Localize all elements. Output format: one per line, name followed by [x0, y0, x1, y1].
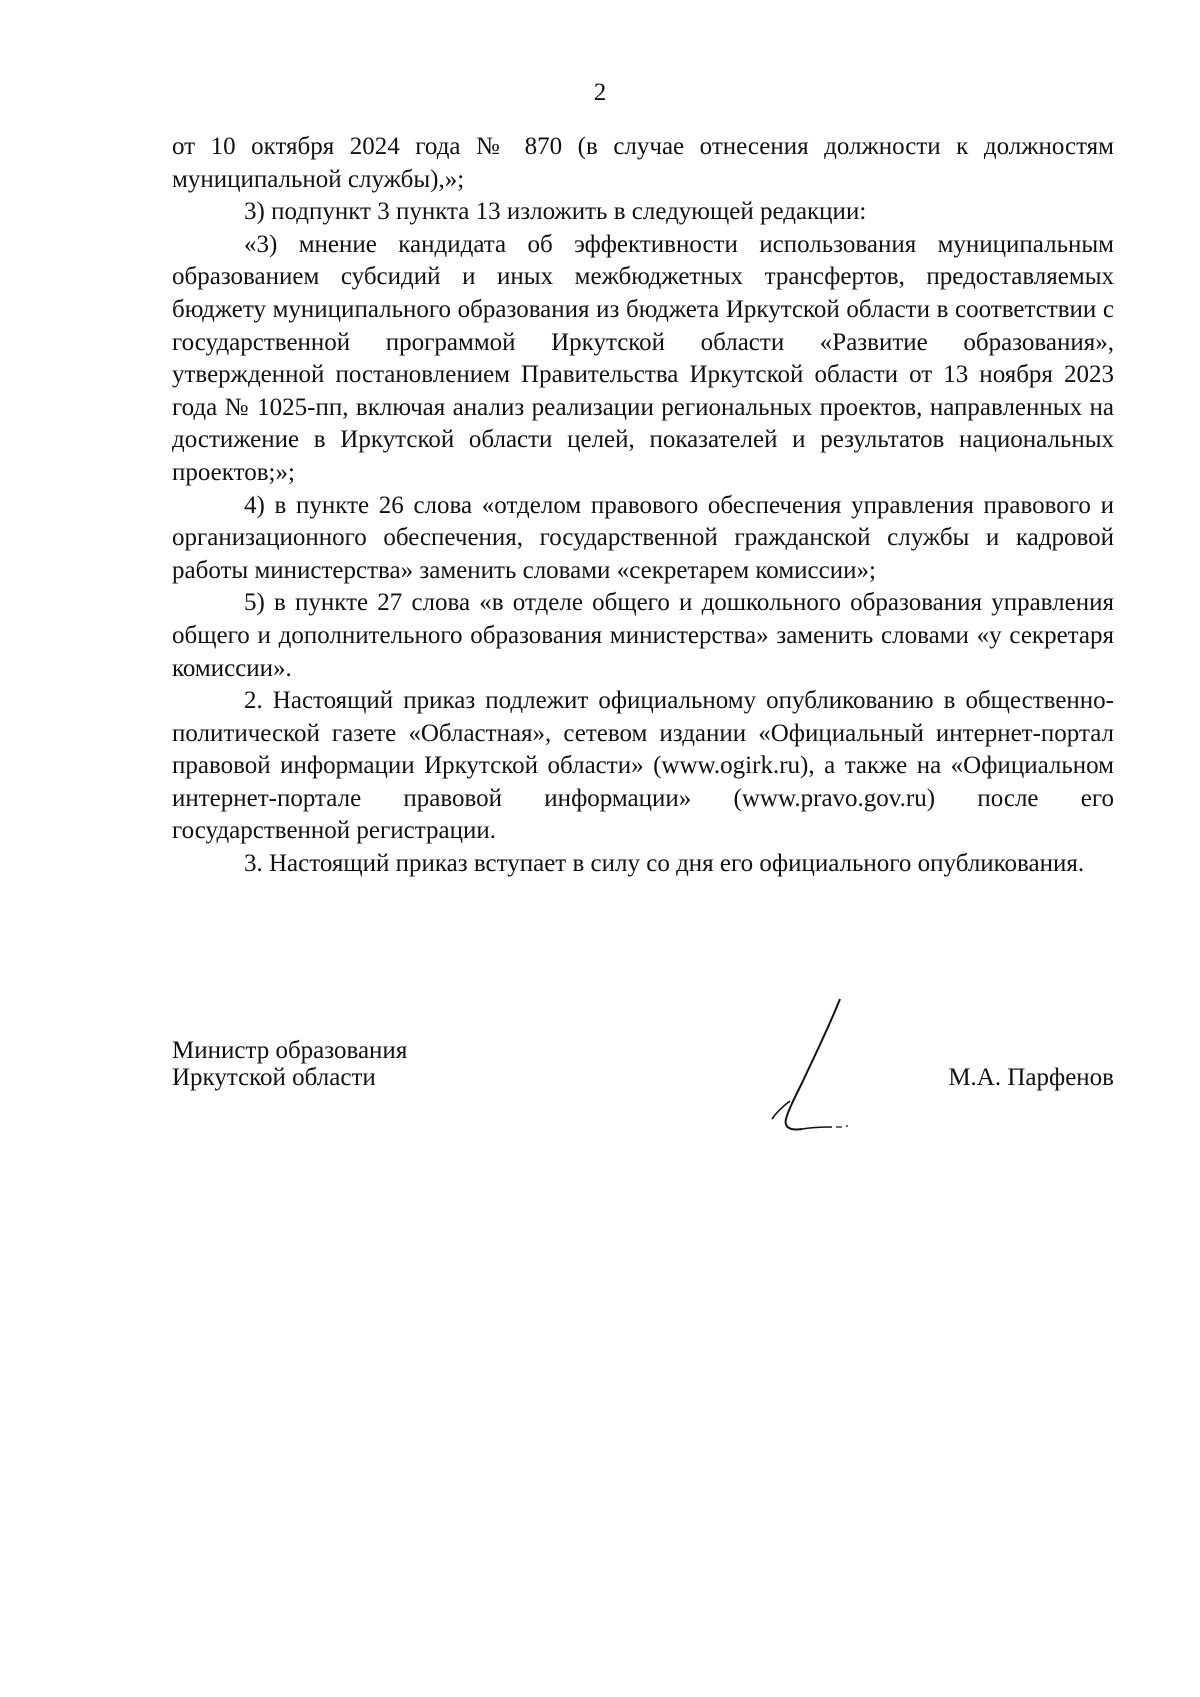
signature-block — [172, 1037, 1114, 1177]
paragraph: от 10 октября 2024 года № 870 (в случае отнесения должности к должностям муниципальной службы),»; — [172, 133, 1114, 193]
paragraph: «3) мнение кандидата об эффективности использования муниципальным образованием субсидий и иных межбюджетных трансфертов, предоставляемых бюджету муниципального образования из бюджета Иркутской области в соответствии с государственной программой Иркутской области «Развитие образования», утвержденной постановлением Правительства Иркутской области от 13 ноября 2023 года № 1025-пп, включая анализ реализации региональных проектов, направленных на достижение в Иркутской области целей, показателей и результатов национальных проектов;»; — [172, 230, 1114, 486]
paragraph: 3. Настоящий приказ вступает в силу со дня его официального опубликования. — [244, 850, 1085, 878]
page-number: 2 — [593, 79, 607, 106]
signer-title — [172, 1037, 407, 1091]
document-body — [172, 131, 1114, 881]
paragraph: 2. Настоящий приказ подлежит официальному опубликованию в общественно-политической газете «Областная», сетевом издании «Официальный интернет-портал правовой информации Иркутской области» (www.ogirk.ru), а также на «Официальном интернет-портале правовой информации» (www.pravo.gov.ru) после его государственной регистрации. — [172, 687, 1114, 845]
paragraph: 5) в пункте 27 слова «в отделе общего и дошкольного образования управления общего и дополнительного образования министерства» заменить словами «у секретаря комиссии». — [172, 589, 1114, 682]
signer-name: М.А. Парфенов — [948, 1064, 1114, 1091]
signer-title-line: Иркутской области — [172, 1064, 376, 1091]
signer-title-line: Министр образования — [172, 1037, 408, 1064]
handwritten-signature-icon — [762, 995, 872, 1145]
paragraph: 3) подпункт 3 пункта 13 изложить в следующей редакции: — [244, 198, 867, 226]
paragraph: 4) в пункте 26 слова «отделом правового обеспечения управления правового и организационного обеспечения, государственной гражданской службы и кадровой работы министерства» заменить словами «секретарем комиссии»; — [172, 491, 1114, 584]
